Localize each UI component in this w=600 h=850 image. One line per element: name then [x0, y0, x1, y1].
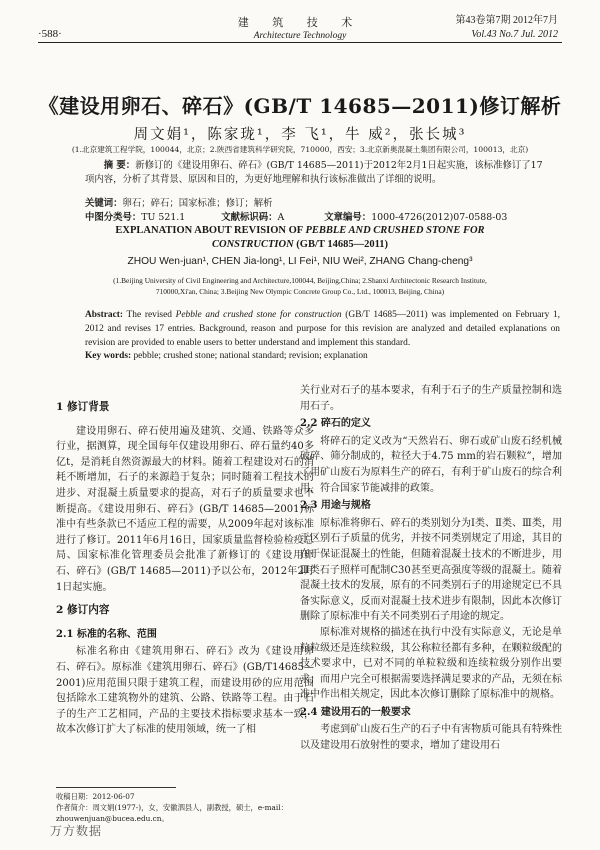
continued-paragraph: 关行业对石子的基本要求，有利于石子的生产质量控制和选用石子。 — [300, 385, 562, 412]
title-en-code: (GB/T 14685—2011) — [296, 239, 388, 250]
doc-label: 文献标识码： — [221, 212, 278, 223]
journal-name-en: Architecture Technology — [253, 31, 347, 41]
abstract-en-label: Abstract: — [85, 310, 124, 320]
section-2-2-paragraph: 将碎石的定义改为“天然岩石、卵石或矿山废石经机械破碎、筛分制成的，粒径大于4.75 mm的岩石颗粒”，增加了用矿山废石为原料生产的碎石，有利于矿山废石的综合利用，符合国家节能减排的政策。 — [300, 435, 562, 494]
journal-header — [200, 14, 400, 41]
title-en-italic1: PEBBLE AND CRUSHED STONE FOR — [305, 225, 485, 236]
abstract-cn-text: 新修订的《建设用卵石、碎石》(GB/T 14685—2011)于2012年2月1日起实施，该标准修订了17项内容，分析了其背景、原因和目的，为更好地理解和执行该标准做出了详细的说明。 — [85, 160, 543, 185]
authors-cn: 周文娟¹，陈家珑¹，李 飞¹，牛 威²，张长城³ — [133, 127, 467, 143]
section-1-paragraph: 建设用卵石、碎石使用遍及建筑、交通、铁路等众多行业，据测算，现全国每年仅建设用卵石、碎石量约40多亿t，是消耗自然资源最大的材料。随着工程建设对石的消耗不断增加，石子的来源趋于复杂；同时随着工程技术的进步、对混凝土质量要求的提高，对石子的质量要求也不断提高。《建设用卵石、碎石》(GB/T 14685—2001)标准中有些条款已不适应工程的需要，从2009年起对该标准进行了修订。2011年6月16日，国家质量监督检验检疫总局、国家标准化管理委员会批准了新修订的《建设用卵石、碎石》(GB/T 14685—2011)予以公布，2012年2月1日起实施。 — [56, 425, 314, 593]
footnote-rule — [56, 787, 176, 788]
header-rule — [38, 42, 562, 43]
author-email: zhouwenjuan@bucea.edu.cn。 — [56, 814, 169, 823]
title-en-line1: EXPLANATION ABOUT REVISION OF — [115, 225, 303, 236]
watermark: 万方数据 — [50, 824, 103, 838]
keywords-en-text: pebble; crushed stone; national standard; revision; explanation — [131, 351, 368, 361]
issue-info — [456, 14, 559, 42]
footnote — [56, 791, 316, 824]
article-id-value: 1000-4726(2012)07-0588-03 — [371, 212, 508, 223]
affiliations-cn: (1.北京建筑工程学院，100044，北京；2.陕西省建筑科学研究院，710000，西安；3.北京新奥混凝土集团有限公司，100013，北京) — [71, 145, 529, 154]
section-2-3-paragraph-1: 原标准将卵石、碎石的类别划分为Ⅰ类、Ⅱ类、Ⅲ类，用于区别石子质量的优劣，并按不同类别规定了用途，其目的在于保证混凝土的性能，但随着混凝土技术的不断进步，用Ⅲ类石子照样可配制C30甚至更高强度等级的混凝土。随着混凝土技术的发展，原有的不同类别石子的用途规定已不具备实际意义，反而对混凝土技术进步有限制，因此本次修订删除了原标准中有关不同类别石子用途的规定。 — [300, 517, 562, 623]
paper-title-cn: 《建设用卵石、碎石》(GB/T 14685—2011)修订解析 — [38, 94, 562, 118]
journal-name-cn: 建 筑 技 术 — [237, 16, 363, 29]
section-2-4-heading: 2.4 建设用石的一般要求 — [300, 706, 411, 718]
affiliations-en-line1: (1.Beijing University of Civil Engineering and Architecture,100044, Beijing,China; 2.Shanxi Architectonic Research Institute, — [113, 276, 487, 285]
article-id-label: 文章编号： — [324, 212, 372, 223]
classification — [85, 209, 550, 223]
page-number: ·588· — [38, 28, 62, 40]
title-en-italic2: CONSTRUCTION — [211, 239, 294, 250]
issue-cn: 第43卷第7期 2012年7月 — [455, 15, 558, 26]
body-column-left — [56, 392, 314, 738]
keywords-cn-text: 卵石；碎石；国家标准；修订；解析 — [122, 198, 273, 209]
section-2-3-heading: 2.3 用途与规格 — [300, 500, 371, 512]
abstract-en-italic: Pebble and crushed stone for construction — [175, 310, 342, 320]
section-1-heading: 1 修订背景 — [56, 401, 110, 413]
abstract-cn-label: 摘 要： — [103, 160, 136, 171]
section-2-1-heading: 2.1 标准的名称、范围 — [56, 628, 157, 640]
section-2-2-heading: 2.2 碎石的定义 — [300, 418, 371, 430]
abstract-en-pre: The revised — [123, 310, 176, 320]
received-date: 收稿日期：2012-06-07 — [56, 792, 135, 801]
keywords-cn — [85, 195, 273, 209]
keywords-cn-label: 关键词： — [85, 198, 123, 209]
affiliations-en-line2: 710000,Xi'an, China; 3.Beijing New Olympic Concrete Group Co., Ltd., 100013, Beijing, China) — [155, 287, 445, 296]
affiliations-en — [40, 275, 560, 297]
section-2-3-paragraph-2: 原标准对规格的描述在执行中没有实际意义，无论是单粒粒级还是连续粒级，其公称粒径都有多种，在颗粒级配的技术要求中，已对不同的单粒粒级和连续粒级分别作出要求；而用户完全可根据需要选择满足要求的产品，无须在标准中作出相关规定，因此本次修订删除了原标准中的规格。 — [300, 626, 562, 701]
keywords-en — [85, 351, 368, 361]
paper-title-en — [20, 224, 580, 252]
keywords-en-label: Key words: — [85, 351, 132, 361]
doc-value: A — [277, 212, 285, 223]
authors-en: ZHOU Wen-juan¹, CHEN Jia-long¹, LI Fei¹, NIU Wei², ZHANG Chang-cheng³ — [127, 256, 473, 267]
abstract-cn — [85, 159, 550, 187]
abstract-en — [85, 308, 560, 350]
section-2-heading: 2 修订内容 — [56, 604, 110, 617]
section-2-1-paragraph: 标准名称由《建筑用卵石、碎石》改为《建设用卵石、碎石》。原标准《建筑用卵石、碎石》(GB/T14685—2001)应用范围只限于建筑工程，而建设用砂的应用范围包括除水工建筑物外的建筑、公路、铁路等工程。由于石子的生产工艺相同，产品的主要技术指标要求基本一致，故本次修订扩大了标准的使用领域，统一了相 — [56, 646, 314, 736]
author-info: 作者简介：周文娟(1977-)，女，安徽泗县人，副教授，硕士，e-mail： — [56, 803, 288, 812]
clc-value: TU 521.1 — [141, 212, 186, 223]
section-2-4-paragraph: 考虑到矿山废石生产的石子中有害物质可能具有特殊性以及建设用石放射性的要求，增加了建设用石 — [300, 724, 562, 752]
issue-en: Vol.43 No.7 Jul. 2012 — [471, 29, 558, 40]
body-column-right — [300, 383, 562, 754]
clc-label: 中图分类号： — [85, 212, 142, 223]
abstract-en-post: (GB/T 14685—2011) was implemented on February 1, 2012 and revises 17 entries. Background, reason and purpose for this revision are analyzed and detailed explanations on revision are provided to enable users to better understand and implement this standard. — [85, 310, 561, 348]
